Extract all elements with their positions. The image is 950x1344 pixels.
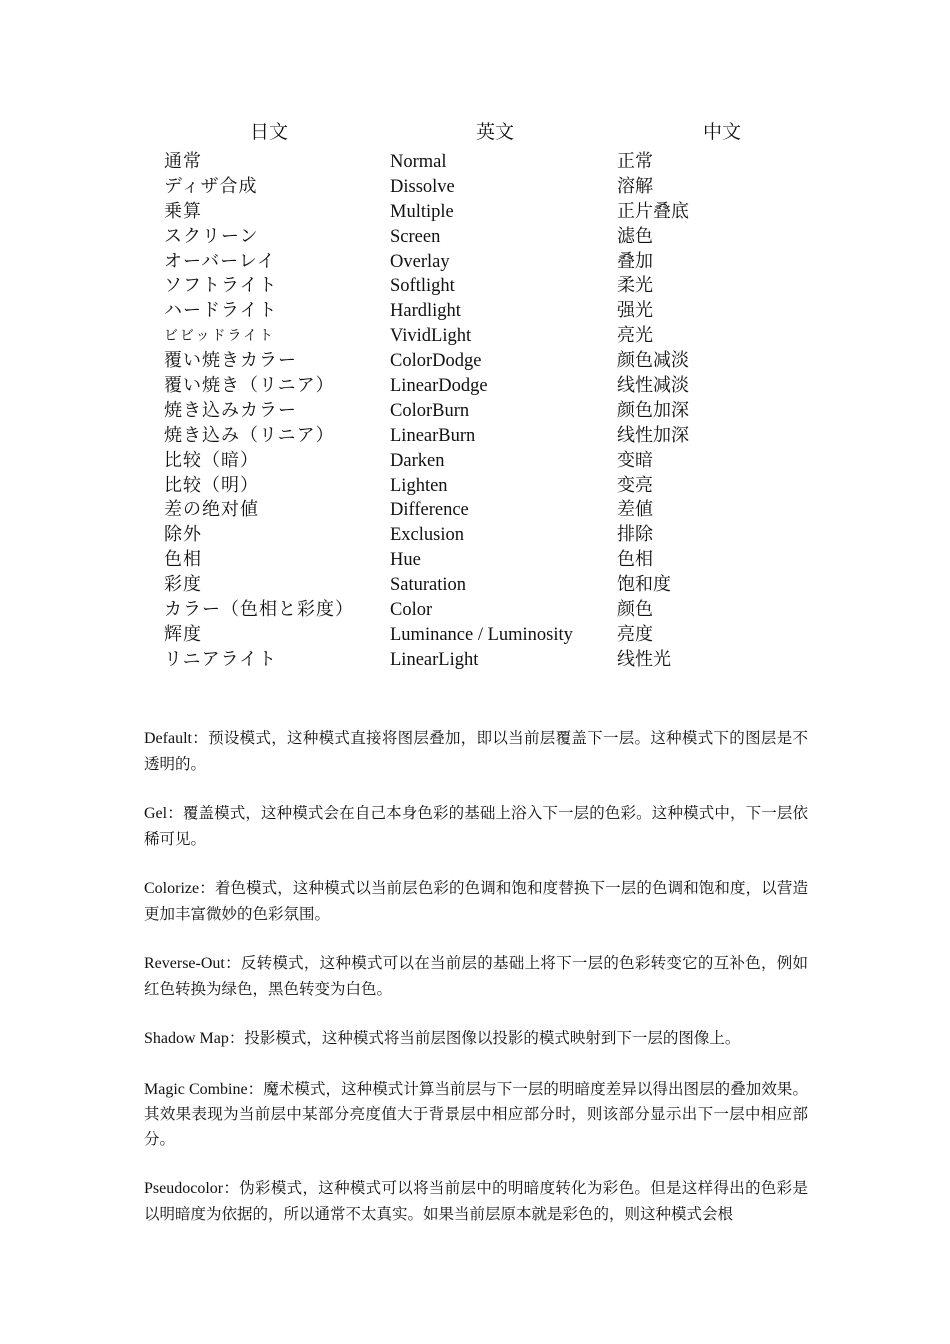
cell-english: Hue: [390, 550, 421, 571]
description-paragraph: [144, 1026, 808, 1052]
table-row: [144, 175, 824, 200]
table-row: [144, 648, 824, 673]
table-row: [144, 548, 824, 573]
cell-japanese: 彩度: [164, 574, 202, 596]
mode-term: Reverse-Out: [144, 955, 225, 972]
cell-japanese: 差の绝对値: [164, 499, 259, 521]
cell-japanese: 覆い焼き（リニア）: [164, 375, 335, 397]
cell-japanese: 辉度: [164, 623, 202, 645]
cell-chinese: 柔光: [617, 275, 653, 297]
cell-chinese: 颜色减淡: [617, 350, 689, 372]
header-chinese: 中文: [703, 121, 742, 143]
cell-chinese: 滤色: [617, 225, 653, 247]
mode-description: ：反转模式，这种模式可以在当前层的基础上将下一层的色彩转变它的互补色，例如红色转换为绿色，黑色转变为白色。: [144, 954, 808, 998]
description-paragraphs: [144, 726, 808, 1251]
cell-english: LinearLight: [390, 649, 479, 670]
cell-japanese: オーバーレイ: [164, 250, 276, 272]
cell-chinese: 溶解: [617, 175, 653, 197]
table-row: [144, 349, 824, 374]
cell-japanese: 比较（明）: [164, 474, 259, 496]
cell-japanese: 焼き込み（リニア）: [164, 424, 335, 446]
cell-japanese: 色相: [164, 549, 202, 571]
table-row: [144, 374, 824, 399]
description-paragraph: [144, 951, 808, 1001]
table-row: [144, 474, 824, 499]
table-row: [144, 299, 824, 324]
header-japanese: 日文: [250, 121, 289, 143]
mode-term: Shadow Map: [144, 1030, 229, 1047]
table-header: [144, 118, 824, 146]
cell-japanese: 焼き込みカラー: [164, 399, 297, 421]
cell-japanese: 除外: [164, 524, 202, 546]
cell-english: Dissolve: [390, 176, 455, 197]
cell-japanese: 比较（暗）: [164, 449, 259, 471]
description-paragraph: [144, 876, 808, 926]
mode-term: Magic Combine: [144, 1080, 248, 1098]
cell-english: Darken: [390, 450, 445, 471]
blend-mode-table: [144, 118, 824, 673]
table-row: [144, 424, 824, 449]
cell-chinese: 变亮: [617, 474, 653, 496]
cell-japanese: カラー（色相と彩度）: [164, 599, 354, 621]
cell-english: Difference: [390, 500, 469, 521]
table-row: [144, 225, 824, 250]
mode-term: Gel: [144, 805, 168, 822]
cell-japanese: スクリーン: [164, 225, 259, 247]
cell-english: Screen: [390, 226, 441, 247]
description-paragraph: [144, 1176, 808, 1226]
cell-english: ColorBurn: [390, 400, 470, 421]
table-row: [144, 498, 824, 523]
cell-english: Luminance / Luminosity: [390, 624, 573, 645]
cell-chinese: 正片叠底: [617, 200, 689, 222]
cell-english: Softlight: [390, 276, 455, 297]
mode-term: Pseudocolor: [144, 1180, 224, 1197]
cell-english: Multiple: [390, 201, 454, 222]
mode-description: ：预设模式，这种模式直接将图层叠加，即以当前层覆盖下一层。这种模式下的图层是不透明的。: [144, 729, 808, 773]
mode-description: ：覆盖模式，这种模式会在自己本身色彩的基础上浴入下一层的色彩。这种模式中，下一层依稀可见。: [144, 804, 808, 848]
cell-chinese: 强光: [617, 300, 653, 322]
table-row: [144, 150, 824, 175]
cell-chinese: 排除: [617, 524, 653, 546]
table-row: [144, 573, 824, 598]
cell-japanese: ハードライト: [164, 300, 278, 322]
mode-term: Colorize: [144, 880, 200, 897]
cell-english: VividLight: [390, 326, 472, 347]
table-row: [144, 200, 824, 225]
table-row: [144, 623, 824, 648]
cell-english: LinearBurn: [390, 425, 476, 446]
cell-japanese: ビビッドライト: [164, 328, 276, 345]
table-body: [144, 150, 824, 673]
table-row: [144, 449, 824, 474]
mode-description: ：伪彩模式，这种模式可以将当前层中的明暗度转化为彩色。但是这样得出的色彩是以明暗度为依据的，所以通常不太真实。如果当前层原本就是彩色的，则这种模式会根: [144, 1179, 808, 1223]
cell-english: Hardlight: [390, 301, 461, 322]
mode-description: ：着色模式，这种模式以当前层色彩的色调和饱和度替换下一层的色调和饱和度，以营造更加丰富微妙的色彩氛围。: [144, 879, 808, 923]
cell-japanese: ディザ合成: [164, 175, 258, 197]
cell-english: Lighten: [390, 475, 448, 496]
cell-chinese: 饱和度: [617, 574, 671, 596]
table-row: [144, 324, 824, 349]
table-row: [144, 399, 824, 424]
cell-english: Color: [390, 600, 433, 621]
cell-chinese: 色相: [617, 549, 653, 571]
cell-chinese: 差値: [617, 499, 653, 521]
cell-japanese: 覆い焼きカラー: [164, 350, 297, 372]
cell-english: Exclusion: [390, 525, 464, 546]
table-row: [144, 523, 824, 548]
header-english: 英文: [476, 121, 515, 143]
cell-chinese: 线性加深: [617, 424, 689, 446]
mode-term: Default: [144, 730, 192, 747]
cell-chinese: 变暗: [617, 449, 653, 471]
cell-japanese: ソフトライト: [164, 275, 278, 297]
cell-chinese: 线性减淡: [617, 375, 689, 397]
mode-description: ：魔术模式，这种模式计算当前层与下一层的明暗度差异以得出图层的叠加效果。其效果表现为当前层中某部分亮度值大于背景层中相应部分时，则该部分显示出下一层中相应部分。: [144, 1079, 808, 1148]
cell-english: ColorDodge: [390, 351, 482, 372]
table-row: [144, 250, 824, 275]
table-row: [144, 598, 824, 623]
cell-chinese: 叠加: [617, 250, 653, 272]
cell-chinese: 颜色加深: [617, 399, 689, 421]
cell-chinese: 亮光: [617, 325, 653, 347]
cell-japanese: 乗算: [164, 200, 202, 222]
cell-japanese: 通常: [164, 151, 202, 172]
cell-english: Normal: [390, 152, 447, 172]
description-paragraph: [144, 801, 808, 851]
description-paragraph: [144, 726, 808, 776]
table-row: [144, 274, 824, 299]
cell-english: Overlay: [390, 251, 450, 272]
cell-english: LinearDodge: [390, 376, 488, 397]
cell-chinese: 正常: [617, 151, 653, 172]
cell-japanese: リニアライト: [164, 648, 278, 670]
cell-english: Saturation: [390, 575, 467, 596]
mode-description: ：投影模式，这种模式将当前层图像以投影的模式映射到下一层的图像上。: [228, 1029, 741, 1047]
cell-chinese: 颜色: [617, 599, 653, 621]
cell-chinese: 线性光: [617, 648, 671, 670]
cell-chinese: 亮度: [617, 623, 653, 645]
description-paragraph: [144, 1077, 808, 1152]
